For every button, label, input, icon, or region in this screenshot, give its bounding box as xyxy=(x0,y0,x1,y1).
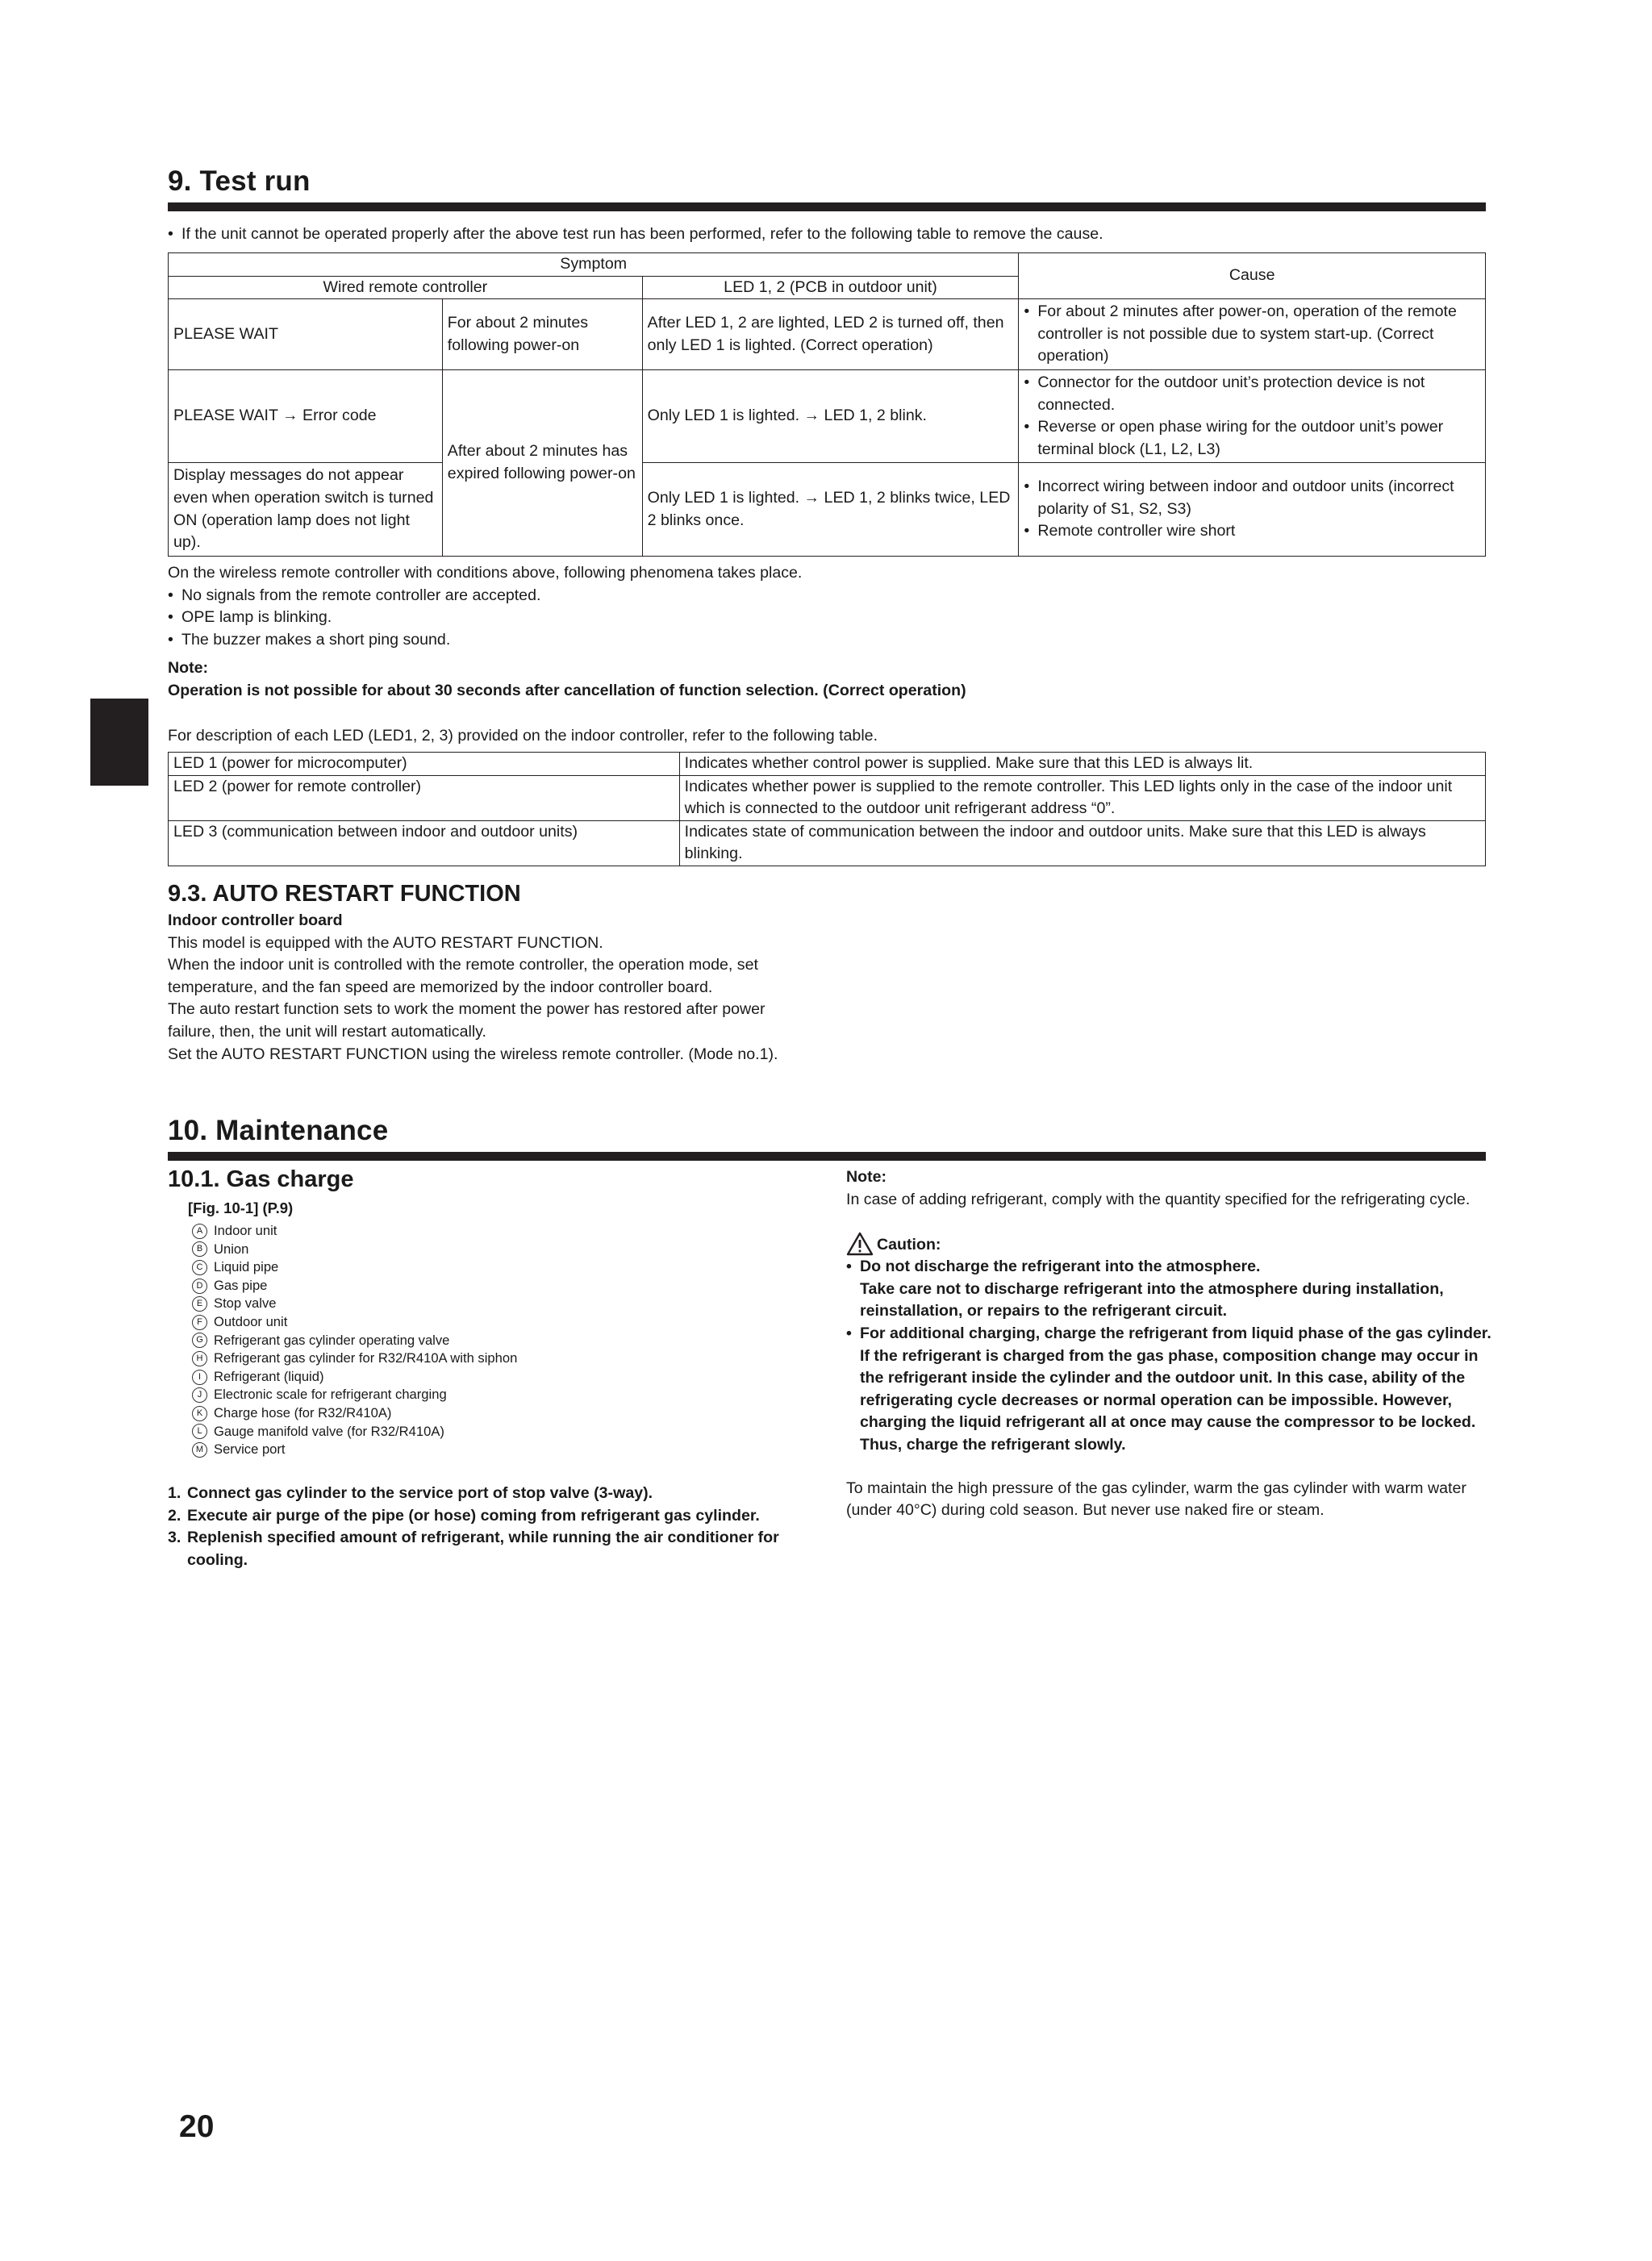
led-name-cell: LED 1 (power for microcomputer) xyxy=(169,753,680,776)
warm-water-note: To maintain the high pressure of the gas cylinder, warm the gas cylinder with warm water (under 40°C) during cold season. But never use naked fire or steam. xyxy=(846,1479,1466,1520)
legend-item: L Gauge manifold valve (for R32/R410A) xyxy=(192,1423,805,1441)
auto-restart-subtitle: Indoor controller board xyxy=(168,911,343,929)
paragraph: This model is equipped with the AUTO RESTART FUNCTION. xyxy=(168,933,603,952)
legend-item: I Refrigerant (liquid) xyxy=(192,1368,805,1387)
led-cell: After LED 1, 2 are lighted, LED 2 is turned off, then only LED 1 is lighted. (Correct operation) xyxy=(642,299,1019,370)
led-name-cell: LED 2 (power for remote controller) xyxy=(169,775,680,820)
legend-item: J Electronic scale for refrigerant charging xyxy=(192,1386,805,1404)
list-item: • The buzzer makes a short ping sound. xyxy=(168,629,1491,652)
note-text: In case of adding refrigerant, comply with the quantity specified for the refrigerating cycle. xyxy=(846,1190,1471,1208)
paragraph: The auto restart function sets to work the moment the power has restored after power failure, then, the unit will restart automatically. xyxy=(168,1000,766,1041)
circled-letter-icon: M xyxy=(192,1442,207,1458)
led-description-table xyxy=(168,752,1486,866)
cause-cell: • Connector for the outdoor unit’s protection device is not connected. • Reverse or open phase wiring for the outdoor unit’s power terminal block (L1, L2, L3) xyxy=(1019,369,1486,462)
table-row xyxy=(169,463,1486,556)
gas-charge-steps xyxy=(168,1483,823,1571)
side-tab-marker xyxy=(90,699,148,786)
wireless-intro: On the wireless remote controller with conditions above, following phenomena takes place. xyxy=(168,564,803,582)
list-item: • Do not discharge the refrigerant into the atmosphere. Take care not to discharge refrigerant into the atmosphere during installation, reinstallation, or repairs to the refrigerant circuit. xyxy=(846,1256,1491,1323)
circled-letter-icon: G xyxy=(192,1333,207,1348)
gas-charge-title: 10.1. Gas charge xyxy=(168,1166,354,1192)
legend-item: D Gas pipe xyxy=(192,1277,805,1295)
legend-item: K Charge hose (for R32/R410A) xyxy=(192,1404,805,1423)
caution-heading: Caution: xyxy=(846,1232,1491,1256)
legend-item: H Refrigerant gas cylinder for R32/R410A with siphon xyxy=(192,1350,805,1368)
figure-reference: [Fig. 10-1] (P.9) xyxy=(188,1199,294,1216)
symptom-header: Symptom xyxy=(169,253,1019,277)
note-text: Operation is not possible for about 30 seconds after cancellation of function selection. (Correct operation) xyxy=(168,681,966,699)
circled-letter-icon: H xyxy=(192,1351,207,1366)
circled-letter-icon: E xyxy=(192,1296,207,1312)
symptom-table xyxy=(168,252,1486,557)
circled-letter-icon: A xyxy=(192,1224,207,1239)
legend-item: G Refrigerant gas cylinder operating valve xyxy=(192,1332,805,1350)
legend-item: B Union xyxy=(192,1241,805,1259)
circled-letter-icon: D xyxy=(192,1279,207,1294)
cause-header: Cause xyxy=(1019,253,1486,299)
circled-letter-icon: B xyxy=(192,1241,207,1257)
wired-cell: PLEASE WAIT xyxy=(169,299,443,370)
wired-cell: PLEASE WAIT → Error code xyxy=(169,369,443,462)
section-10-title: 10. Maintenance xyxy=(168,1115,389,1146)
table-row xyxy=(169,369,1486,462)
paragraph: Set the AUTO RESTART FUNCTION using the wireless remote controller. (Mode no.1). xyxy=(168,1045,778,1063)
refrigerant-notes xyxy=(846,1166,1491,1522)
led-name-cell: LED 3 (communication between indoor and outdoor units) xyxy=(169,820,680,866)
circled-letter-icon: L xyxy=(192,1424,207,1439)
circled-letter-icon: F xyxy=(192,1315,207,1330)
paragraph: When the indoor unit is controlled with the remote controller, the operation mode, set temperature, and the fan speed are memorized by the indoor controller board. xyxy=(168,956,758,996)
figure-legend xyxy=(192,1222,805,1459)
led-desc-cell: Indicates whether power is supplied to the remote controller. This LED lights only in the case of the indoor unit which is connected to the outdoor unit refrigerant address “0”. xyxy=(679,775,1485,820)
list-item: • No signals from the remote controller are accepted. xyxy=(168,585,1491,607)
table-row xyxy=(169,753,1486,776)
page-number: 20 xyxy=(179,2109,215,2144)
circled-letter-icon: C xyxy=(192,1260,207,1275)
auto-restart-body xyxy=(168,910,813,1066)
wireless-section xyxy=(168,562,1491,703)
section-9-3-title: 9.3. AUTO RESTART FUNCTION xyxy=(168,881,521,907)
table-row xyxy=(169,299,1486,370)
caution-list xyxy=(846,1256,1491,1456)
section-9-title: 9. Test run xyxy=(168,165,311,197)
list-item: 2. Execute air purge of the pipe (or hose) coming from refrigerant gas cylinder. xyxy=(168,1506,760,1525)
list-item: 1. Connect gas cylinder to the service port of stop valve (3-way). xyxy=(168,1484,653,1502)
section-10-rule xyxy=(168,1152,1486,1161)
section-9-intro: • If the unit cannot be operated properly after the above test run has been performed, refer to the following table to remove the cause. xyxy=(168,223,1491,246)
table-row xyxy=(169,775,1486,820)
led-desc-cell: Indicates state of communication between the indoor and outdoor units. Make sure that this LED is always blinking. xyxy=(679,820,1485,866)
legend-item: A Indoor unit xyxy=(192,1222,805,1241)
legend-item: F Outdoor unit xyxy=(192,1313,805,1332)
cause-cell: • For about 2 minutes after power-on, operation of the remote controller is not possible due to system start-up. (Correct operation) xyxy=(1019,299,1486,370)
timing-cell: After about 2 minutes has expired following power-on xyxy=(442,369,642,556)
timing-cell: For about 2 minutes following power-on xyxy=(442,299,642,370)
list-item: • For additional charging, charge the refrigerant from liquid phase of the gas cylinder. If the refrigerant is charged from the gas phase, composition change may occur in the refrigerant inside the cylinder and the outdoor unit. In this case, ability of the refrigerating cycle decreases or normal operation can be impossible. However, charging the liquid refrigerant all at once may cause the compressor to be locked. Thus, charge the refrigerant slowly. xyxy=(846,1323,1491,1457)
led-cell: Only LED 1 is lighted. → LED 1, 2 blinks twice, LED 2 blinks once. xyxy=(642,463,1019,556)
circled-letter-icon: J xyxy=(192,1387,207,1403)
circled-letter-icon: I xyxy=(192,1370,207,1385)
note-label: Note: xyxy=(846,1168,887,1186)
warning-triangle-icon xyxy=(846,1232,874,1256)
cause-cell: • Incorrect wiring between indoor and outdoor units (incorrect polarity of S1, S2, S3) • Remote controller wire short xyxy=(1019,463,1486,556)
led-desc-cell: Indicates whether control power is supplied. Make sure that this LED is always lit. xyxy=(679,753,1485,776)
legend-item: C Liquid pipe xyxy=(192,1258,805,1277)
list-item: 3. Replenish specified amount of refrigerant, while running the air conditioner for cooling. xyxy=(168,1529,779,1569)
wired-remote-header: Wired remote controller xyxy=(169,276,643,299)
section-9-rule xyxy=(168,202,1486,211)
table-row xyxy=(169,820,1486,866)
led-cell: Only LED 1 is lighted. → LED 1, 2 blink. xyxy=(642,369,1019,462)
led-header: LED 1, 2 (PCB in outdoor unit) xyxy=(642,276,1019,299)
led-description-intro: For description of each LED (LED1, 2, 3) provided on the indoor controller, refer to the following table. xyxy=(168,727,878,745)
list-item: • OPE lamp is blinking. xyxy=(168,607,1491,629)
wired-cell: Display messages do not appear even when operation switch is turned ON (operation lamp does not light up). xyxy=(169,463,443,556)
circled-letter-icon: K xyxy=(192,1406,207,1421)
legend-item: M Service port xyxy=(192,1441,805,1459)
note-label: Note: xyxy=(168,659,209,678)
legend-item: E Stop valve xyxy=(192,1295,805,1313)
